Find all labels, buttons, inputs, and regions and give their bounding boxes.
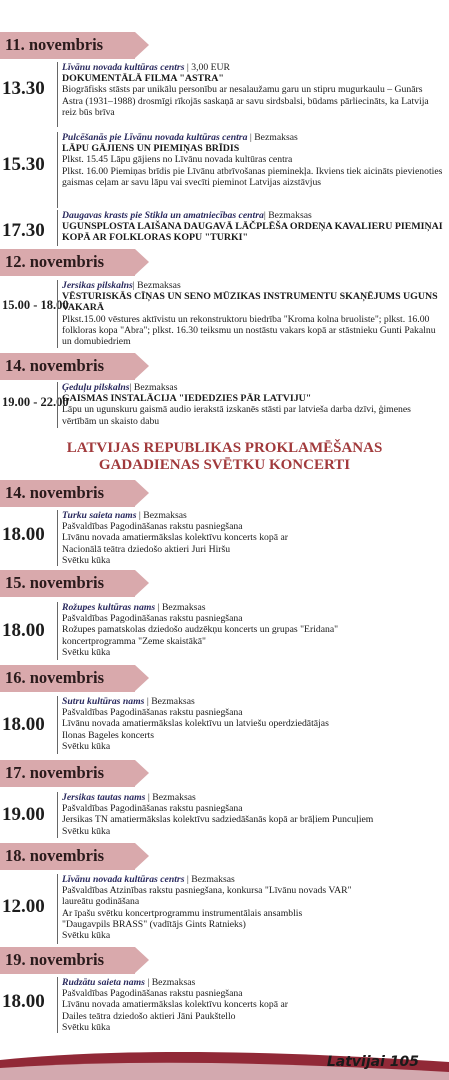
event-time: 15.00 - 18.00 xyxy=(2,298,69,312)
date-banner xyxy=(0,947,135,974)
event-title: DOKUMENTĀLĀ FILMA "ASTRA" xyxy=(62,73,224,85)
event-time: 12.00 xyxy=(2,896,45,917)
event-line: Svētku kūka xyxy=(62,554,111,566)
date-banner xyxy=(0,570,135,597)
footer-brand-logo: Latvijai 105 xyxy=(326,1054,419,1070)
event-body xyxy=(57,874,443,944)
event-time: 18.00 xyxy=(2,620,45,641)
event-line: Rožupes pamatskolas dziedošo audzēkņu koncerts un grupas "Eridana" xyxy=(62,624,339,636)
event-title: LĀPU GĀJIENS UN PIEMIŅAS BRĪDIS xyxy=(62,143,240,155)
event-line: Svētku kūka xyxy=(62,646,111,658)
event-line: Pašvaldības Atzinības rakstu pasniegšana, konkursa "Līvānu novads VAR" xyxy=(62,885,352,897)
event-line: Jersikas TN amatiermākslas kolektīvu sadziedāšanās kopā ar brāļiem Puncuļiem xyxy=(62,814,374,826)
event-line: Līvānu novada amatiermākslas kolektīvu un latviešu operdziedātājas xyxy=(62,718,329,730)
event-time: 17.30 xyxy=(2,220,45,241)
event-title: VĒSTURISKĀS CĪŅAS UN SENO MŪZIKAS INSTRUMENTU SKAŅĒJUMS UGUNS VAKARĀ xyxy=(62,291,438,314)
event-location: Turku saieta nams | Bezmaksas xyxy=(62,510,187,521)
event-line: Līvānu novada amatiermākslas kolektīvu koncerts kopā ar xyxy=(62,999,288,1011)
event-line: Plkst. 15.45 Lāpu gājiens no Līvānu novada kultūras centra xyxy=(62,154,293,166)
event-body xyxy=(57,602,443,660)
date-label: 14. novembris xyxy=(5,483,104,502)
event-title: GAISMAS INSTALĀCIJA "IEDEDZIES PĀR LATVIJU" xyxy=(62,393,312,405)
event-body xyxy=(57,280,443,348)
date-label: 15. novembris xyxy=(5,573,104,592)
date-label: 11. novembris xyxy=(5,35,104,54)
date-banner xyxy=(0,353,135,380)
event-line: Svētku kūka xyxy=(62,825,111,837)
event-line: Lāpu un ugunskuru gaismā audio ierakstā izskanēs stāsti par latvieša darba dzīvi, ģimenes vērtībām un skaisto dabu xyxy=(62,404,411,427)
footer-wave-decoration xyxy=(0,1020,449,1080)
section-title: LATVIJAS REPUBLIKAS PROKLAMĒŠANAS GADADIENAS SVĒTKU KONCERTI xyxy=(66,440,383,473)
event-location: Līvānu novada kultūras centrs | Bezmaksas xyxy=(62,874,235,885)
event-body xyxy=(57,696,443,754)
event-time: 15.30 xyxy=(2,154,45,175)
event-line: Nacionālā teātra dziedošo aktieri Juri Hiršu xyxy=(62,543,231,555)
date-label: 16. novembris xyxy=(5,668,104,687)
event-body xyxy=(57,382,443,428)
event-time: 19.00 - 22.00 xyxy=(2,395,69,409)
event-body xyxy=(57,132,443,208)
event-line: Plkst. 16.00 Piemiņas brīdis pie Līvānu atbrīvošanas pieminekļa. Ikviens tiek aicināts pievienoties gaismas ceļam ar savu lāpu vai svecīti pieminot Latvijas aizstāvjus xyxy=(62,165,443,188)
event-location: Daugavas krasts pie Stikla un amatniecības centra| Bezmaksas xyxy=(62,210,312,221)
event-location: Rudzātu saieta nams | Bezmaksas xyxy=(62,977,196,988)
date-label: 19. novembris xyxy=(5,950,104,969)
date-label: 17. novembris xyxy=(5,763,104,782)
event-line: Svētku kūka xyxy=(62,740,111,752)
event-body xyxy=(57,62,443,127)
event-line: "Daugavpils BRASS" (vadītājs Gints Ratnieks) xyxy=(62,918,246,930)
event-line: Dailes teātra dziedošo aktieri Jāni Paukštello xyxy=(62,1010,236,1022)
event-location: Sutru kultūras nams | Bezmaksas xyxy=(62,696,195,707)
event-line: Svētku kūka xyxy=(62,1021,111,1033)
event-line: koncertprogramma "Zeme skaistākā" xyxy=(62,635,207,647)
date-banner xyxy=(0,843,135,870)
event-line: Pašvaldības Pagodināšanas rakstu pasniegšana xyxy=(62,803,243,815)
event-line: Ar īpašu svētku koncertprogrammu instrumentālais ansamblis xyxy=(62,907,303,919)
date-banner xyxy=(0,32,135,59)
date-label: 14. novembris xyxy=(5,356,104,375)
event-line: Pašvaldības Pagodināšanas rakstu pasniegšana xyxy=(62,707,243,719)
event-time: 18.00 xyxy=(2,714,45,735)
event-time: 13.30 xyxy=(2,78,45,99)
event-location: Līvānu novada kultūras centrs | 3,00 EUR xyxy=(62,62,231,73)
event-time: 18.00 xyxy=(2,524,45,545)
event-time: 19.00 xyxy=(2,804,45,825)
event-time: 18.00 xyxy=(2,991,45,1012)
event-location: Jersikas pilskalns| Bezmaksas xyxy=(62,280,181,291)
event-line: Plkst.15.00 vēstures aktīvistu un rekonstruktoru biedrība "Kroma kolna bruoliste"; plkst. 16.00 folkloras kopa "Abra"; plkst. 16.30 teiksmu un nostāstu vakars kopā ar stāstnieku Gunti Pakalnu un domubiedriem xyxy=(62,313,436,348)
event-location: Ģeduļu pilskalns| Bezmaksas xyxy=(62,382,178,393)
event-line: Pašvaldības Pagodināšanas rakstu pasniegšana xyxy=(62,988,243,1000)
event-body xyxy=(57,792,443,838)
event-line: Biogrāfisks stāsts par unikālu personību ar nesalaužamu garu un stipru mugurkaulu – Gunārs Astra (1931–1988) drosmīgi rīkojās saskaņā ar savu sirdsbalsi, būdams pārliecināts, ka Latvija reiz būs brīva xyxy=(62,84,429,118)
event-line: Svētku kūka xyxy=(62,930,111,942)
event-location: Rožupes kultūras nams | Bezmaksas xyxy=(62,602,206,613)
event-title: UGUNSPLOSTA LAIŠANA DAUGAVĀ LĀČPLĒŠA ORDEŅA KAVALIERU PIEMIŅAI KOPĀ AR FOLKLORAS KOPU "TURKI" xyxy=(62,221,443,244)
event-line: Pašvaldības Pagodināšanas rakstu pasniegšana xyxy=(62,613,243,625)
date-banner xyxy=(0,480,135,507)
event-line: Ilonas Bageles koncerts xyxy=(62,729,155,741)
date-label: 18. novembris xyxy=(5,846,104,865)
event-location: Pulcēšanās pie Līvānu novada kultūras centra | Bezmaksas xyxy=(62,132,298,143)
event-line: laureātu godināšana xyxy=(62,896,140,908)
date-label: 12. novembris xyxy=(5,252,104,271)
date-banner xyxy=(0,760,135,787)
event-line: Pašvaldības Pagodināšanas rakstu pasniegšana xyxy=(62,521,243,533)
event-line: Līvānu novada amatiermākslas kolektīvu koncerts kopā ar xyxy=(62,532,288,544)
event-body xyxy=(57,210,443,246)
event-body xyxy=(57,510,443,566)
date-banner xyxy=(0,665,135,692)
date-banner xyxy=(0,249,135,276)
event-location: Jersikas tautas nams | Bezmaksas xyxy=(62,792,196,803)
